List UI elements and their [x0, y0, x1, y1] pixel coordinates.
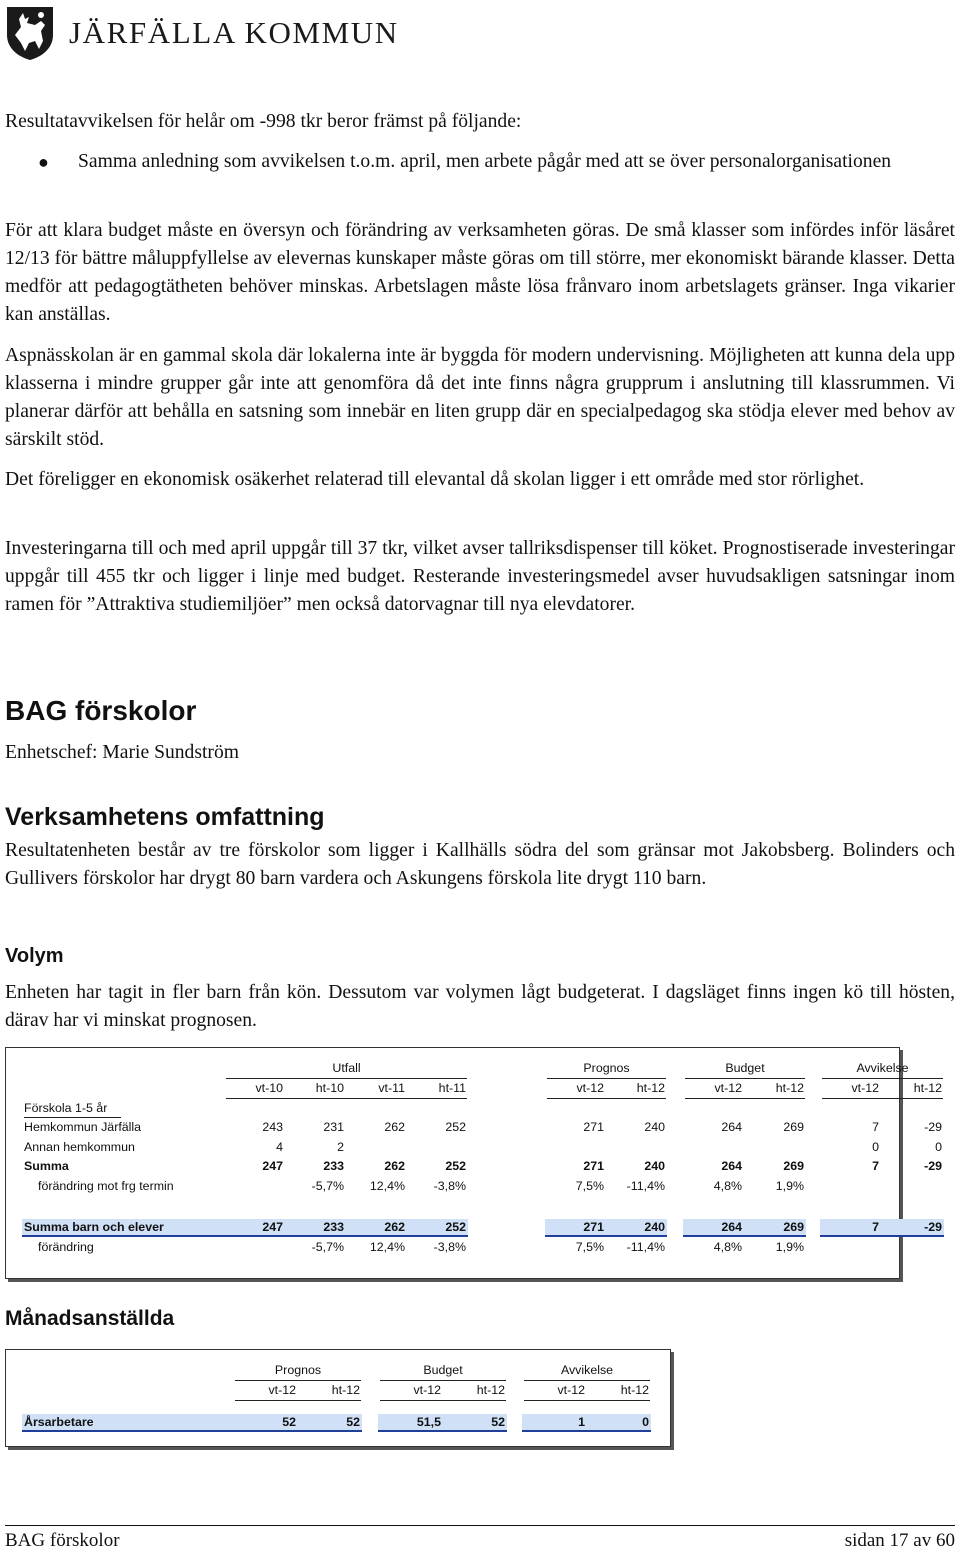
- total-row-label: Summa barn och elever: [24, 1220, 164, 1234]
- period-header: ht-12: [476, 1383, 505, 1397]
- table-cell: 12,4%: [369, 1179, 405, 1193]
- staff-row-cell: 52: [491, 1415, 505, 1429]
- change-row-cell: -11,4%: [626, 1240, 665, 1254]
- total-row-cell: -29: [924, 1220, 942, 1234]
- table-cell: 247: [262, 1159, 283, 1173]
- table-cell: 240: [644, 1120, 665, 1134]
- period-header: ht-11: [438, 1081, 466, 1095]
- table-cell: 269: [783, 1120, 804, 1134]
- volume-heading: Volym: [5, 945, 64, 967]
- total-row-cell: 271: [583, 1220, 604, 1234]
- total-row-cell: 7: [872, 1220, 879, 1234]
- table-cell: -11,4%: [626, 1179, 665, 1193]
- total-row-cell: 262: [384, 1220, 405, 1234]
- table-row-label: Summa: [24, 1159, 69, 1173]
- header-underline: [226, 1078, 467, 1079]
- table-cell: 262: [384, 1120, 405, 1134]
- table-cell: 7: [872, 1159, 879, 1173]
- header-underline: [380, 1380, 506, 1381]
- column-group-header: Utfall: [332, 1061, 361, 1075]
- paragraph-uncertainty: Det föreligger en ekonomisk osäkerhet relaterad till elevantal då skolan ligger i ett område med stor rörlighet.: [5, 469, 865, 490]
- table-row-label: Hemkommun Järfälla: [24, 1120, 142, 1134]
- total-row-cell: 247: [262, 1220, 283, 1234]
- section-underline: [24, 1117, 121, 1118]
- header-underline: [235, 1400, 361, 1401]
- period-header: ht-12: [636, 1081, 665, 1095]
- header-underline: [524, 1400, 650, 1401]
- staff-row-cell: 52: [346, 1415, 360, 1429]
- table-cell: 1,9%: [775, 1179, 804, 1193]
- table-cell: 271: [583, 1159, 604, 1173]
- table-cell: 252: [445, 1120, 466, 1134]
- change-row-cell: 7,5%: [575, 1240, 604, 1254]
- total-row-cell: 252: [445, 1220, 466, 1234]
- header-underline: [685, 1098, 805, 1099]
- period-header: vt-11: [378, 1081, 405, 1095]
- municipal-shield-logo-icon: [5, 5, 55, 61]
- table-cell: 2: [337, 1140, 344, 1154]
- volume-table: [5, 1047, 942, 1277]
- table-cell: 4: [276, 1140, 283, 1154]
- header-underline: [685, 1078, 805, 1079]
- unit-manager: Enhetschef: Marie Sundström: [5, 742, 239, 763]
- column-group-header: Budget: [423, 1363, 463, 1377]
- period-header: ht-12: [331, 1383, 360, 1397]
- table-cell: 0: [935, 1140, 942, 1154]
- table-cell: 7: [872, 1120, 879, 1134]
- table-cell: 269: [783, 1159, 804, 1173]
- header-underline: [524, 1380, 650, 1381]
- table-cell: 264: [721, 1159, 742, 1173]
- change-row-cell: -5,7%: [311, 1240, 344, 1254]
- period-header: ht-10: [315, 1081, 344, 1095]
- change-row-cell: 1,9%: [775, 1240, 804, 1254]
- total-row-cell: 269: [783, 1220, 804, 1234]
- staff-table: [5, 1349, 669, 1445]
- paragraph-aspnas: Aspnässkolan är en gammal skola där lokalerna inte är byggda för modern undervisning. Möjligheten att kunna dela upp klasserna i mindre grupper går inte att genomföra då det inte finns några grupprum i anslutning till klassrummen. Vi planerar därför att behålla en satsning som innebär en liten grupp där en specialpedagog ska stödja elever med behov av särskilt stöd.: [5, 345, 955, 450]
- table-cell: -29: [924, 1120, 942, 1134]
- header-underline: [822, 1078, 943, 1079]
- table-cell: 240: [644, 1159, 665, 1173]
- header-underline: [822, 1098, 943, 1099]
- header-underline: [380, 1400, 506, 1401]
- staff-row-cell: 0: [642, 1415, 649, 1429]
- footer-page-number: sidan 17 av 60: [844, 1530, 955, 1551]
- table-cell: 4,8%: [713, 1179, 742, 1193]
- column-group-header: Prognos: [274, 1363, 322, 1377]
- table-cell: 262: [384, 1159, 405, 1173]
- period-header: vt-12: [714, 1081, 742, 1095]
- bullet-icon: ●: [38, 152, 49, 172]
- table-cell: -5,7%: [311, 1179, 344, 1193]
- paragraph-deviation: Resultatavvikelsen för helår om -998 tkr beror främst på följande:: [5, 111, 522, 132]
- header-underline: [226, 1098, 467, 1099]
- table-cell: 233: [323, 1159, 344, 1173]
- table-cell: 7,5%: [575, 1179, 604, 1193]
- staff-row-cell: 52: [282, 1415, 296, 1429]
- staff-row-cell: 51,5: [416, 1415, 441, 1429]
- table-cell: 264: [721, 1120, 742, 1134]
- period-header: ht-12: [775, 1081, 804, 1095]
- footer-section-name: BAG förskolor: [5, 1530, 120, 1551]
- period-header: vt-12: [268, 1383, 296, 1397]
- section-title: BAG förskolor: [5, 695, 197, 726]
- period-header: vt-12: [851, 1081, 879, 1095]
- period-header: ht-12: [913, 1081, 942, 1095]
- total-row-cell: 264: [721, 1220, 742, 1234]
- section-label: Förskola 1-5 år: [24, 1101, 108, 1115]
- change-row-cell: 4,8%: [713, 1240, 742, 1254]
- staff-heading: Månadsanställda: [5, 1307, 175, 1330]
- scope-heading: Verksamhetens omfattning: [5, 803, 325, 831]
- table-cell: 0: [872, 1140, 879, 1154]
- period-header: vt-12: [557, 1383, 585, 1397]
- staff-row-cell: 1: [578, 1415, 585, 1429]
- scope-text: Resultatenheten består av tre förskolor som ligger i Kallhälls södra del som gränsar mot Jakobsberg. Bolinders och Gullivers förskolor har drygt 80 barn vardera och Askungens förskola lite drygt 110 barn.: [5, 840, 955, 889]
- footer-divider: [5, 1525, 955, 1526]
- column-group-header: Avvikelse: [560, 1363, 614, 1377]
- table-row-label: förändring mot frg termin: [38, 1179, 174, 1193]
- column-group-header: Avvikelse: [856, 1061, 909, 1075]
- table-cell: -29: [924, 1159, 942, 1173]
- staff-row-label: Årsarbetare: [24, 1415, 94, 1429]
- period-header: vt-12: [576, 1081, 604, 1095]
- change-row-label: förändring: [38, 1240, 94, 1254]
- period-header: vt-12: [413, 1383, 441, 1397]
- volume-text: Enheten har tagit in fler barn från kön. Dessutom var volymen lågt budgeterat. I dagsläget finns ingen kö till hösten, därav har vi minskat prognosen.: [5, 982, 955, 1031]
- bullet-item: Samma anledning som avvikelsen t.o.m. april, men arbete pågår med att se över personalorganisationen: [78, 151, 892, 172]
- header-underline: [547, 1078, 666, 1079]
- column-group-header: Budget: [725, 1061, 765, 1075]
- change-row-cell: 12,4%: [369, 1240, 405, 1254]
- table-cell: 243: [262, 1120, 283, 1134]
- table-row-label: Annan hemkommun: [24, 1140, 135, 1154]
- table-cell: 252: [445, 1159, 466, 1173]
- header-underline: [235, 1380, 361, 1381]
- period-header: vt-10: [255, 1081, 283, 1095]
- table-cell: -3,8%: [433, 1179, 466, 1193]
- column-group-header: Prognos: [583, 1061, 630, 1075]
- org-name: JÄRFÄLLA KOMMUN: [69, 15, 399, 50]
- total-row-cell: 240: [644, 1220, 665, 1234]
- table-cell: 271: [583, 1120, 604, 1134]
- page-header: [5, 4, 399, 62]
- paragraph-budget: För att klara budget måste en översyn och förändring av verksamheten göras. De små klasser som infördes inför läsåret 12/13 för bättre måluppfyllelse av elevernas kunskaper måste göras om till större, mer ekonomiskt bärande klasser. Detta medför att pedagogtätheten behöver minskas. Arbetslagen måste lösa frånvaro inom arbetslagets gränser. Inga vikarier kan anställas.: [5, 220, 955, 325]
- total-row-cell: 233: [323, 1220, 344, 1234]
- paragraph-investments: Investeringarna till och med april uppgår till 37 tkr, vilket avser tallriksdispenser till köket. Prognostiserade investeringar uppgår till 455 tkr och ligger i linje med budget. Resterande investeringsmedel avser huvudsakligen satsningar inom ramen för ”Attraktiva studiemiljöer” men också datorvagnar till nya elevdatorer.: [5, 538, 955, 615]
- change-row-cell: -3,8%: [433, 1240, 466, 1254]
- period-header: ht-12: [620, 1383, 649, 1397]
- table-cell: 231: [323, 1120, 344, 1134]
- header-underline: [547, 1098, 666, 1099]
